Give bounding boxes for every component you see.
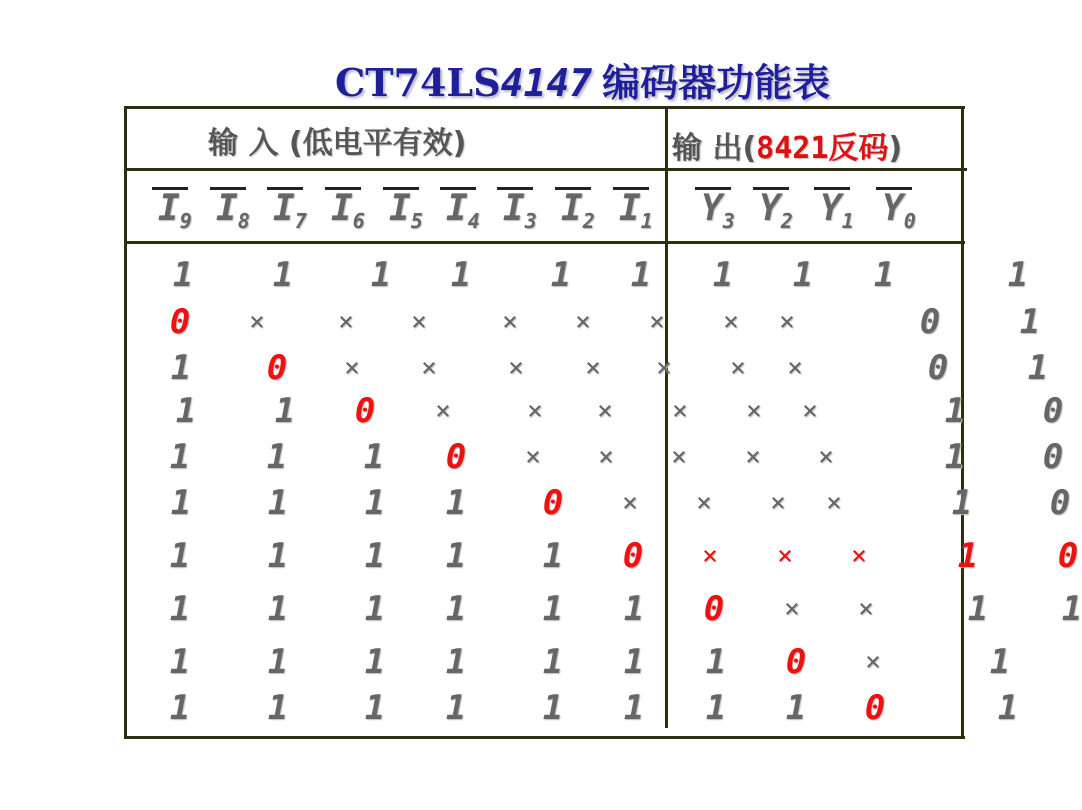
symbol-letter: I [331, 188, 353, 229]
input-cell: 1 [542, 642, 564, 682]
input-cell: 0 [703, 589, 725, 629]
input-cell: × [702, 541, 718, 571]
output-cell: 0 [1057, 536, 1079, 576]
symbol-subscript: 6 [352, 209, 365, 233]
input-symbol-I2 [561, 188, 595, 233]
symbol-subscript: 1 [640, 209, 653, 233]
input-cell: × [338, 307, 354, 337]
input-cell: × [730, 353, 746, 383]
input-cell: 1 [363, 437, 385, 477]
input-cell: × [421, 353, 437, 383]
output-cell: 0 [919, 302, 941, 342]
symbol-subscript: 1 [841, 209, 854, 233]
input-cell: × [435, 396, 451, 426]
input-cell: 1 [712, 255, 734, 295]
title-part-text: 编码器功能表 [602, 61, 831, 105]
input-cell: × [575, 307, 591, 337]
symbol-subscript: 0 [903, 209, 916, 233]
input-cell: 1 [445, 483, 467, 523]
input-cell: × [598, 442, 614, 472]
input-cell: × [508, 353, 524, 383]
input-cell: 1 [705, 642, 727, 682]
symbol-letter: I [158, 188, 180, 229]
input-cell: 1 [542, 589, 564, 629]
input-cell: 1 [267, 589, 289, 629]
input-symbol-I9 [158, 188, 192, 233]
symbol-letter: Y [820, 188, 842, 229]
input-cell: 1 [175, 391, 197, 431]
input-cell: 1 [623, 642, 645, 682]
input-header-label: 输 入 (低电平有效) [208, 126, 467, 161]
input-cell: × [672, 396, 688, 426]
input-cell: 1 [172, 255, 194, 295]
input-symbol-I8 [216, 188, 250, 233]
output-cell: 1 [957, 536, 979, 576]
input-cell: 1 [169, 437, 191, 477]
input-cell: × [787, 353, 803, 383]
symbol-letter: I [446, 188, 468, 229]
input-cell: 1 [792, 255, 814, 295]
symbol-subscript: 4 [467, 209, 480, 233]
input-cell: 0 [785, 642, 807, 682]
symbol-subscript: 2 [780, 209, 793, 233]
input-cell: 1 [266, 437, 288, 477]
input-cell: 1 [267, 483, 289, 523]
table-border-top [125, 106, 965, 109]
input-cell: 1 [364, 589, 386, 629]
input-cell: 1 [623, 589, 645, 629]
output-symbol-Y3 [701, 188, 735, 233]
symbol-subscript: 3 [722, 209, 735, 233]
input-cell: 1 [170, 483, 192, 523]
output-symbol-Y1 [820, 188, 854, 233]
output-cell: 1 [951, 483, 973, 523]
output-cell: 1 [944, 437, 966, 477]
input-cell: 1 [445, 589, 467, 629]
output-cell: 1 [1019, 302, 1041, 342]
output-symbol-Y0 [882, 188, 916, 233]
symbol-letter: I [216, 188, 238, 229]
symbol-subscript: 5 [410, 209, 423, 233]
input-cell: 1 [623, 688, 645, 728]
symbol-letter: Y [759, 188, 781, 229]
input-cell: 1 [169, 642, 191, 682]
input-cell: 1 [272, 255, 294, 295]
input-cell: 1 [873, 255, 895, 295]
input-cell: 1 [445, 536, 467, 576]
symbol-letter: I [619, 188, 641, 229]
input-symbol-I6 [331, 188, 365, 233]
output-symbol-Y2 [759, 188, 793, 233]
input-cell: 0 [622, 536, 644, 576]
output-cell: 0 [1049, 483, 1071, 523]
table-border-bottom [125, 736, 965, 739]
input-cell: 1 [450, 255, 472, 295]
input-cell: 1 [785, 688, 807, 728]
symbol-subscript: 8 [237, 209, 250, 233]
input-cell: × [779, 307, 795, 337]
symbol-subscript: 2 [582, 209, 595, 233]
input-cell: × [622, 488, 638, 518]
input-cell: × [865, 647, 881, 677]
input-cell: × [777, 541, 793, 571]
output-cell: 1 [1061, 589, 1082, 629]
input-symbol-I3 [503, 188, 537, 233]
output-header-prefix: 输 出( [672, 131, 757, 166]
input-cell: 1 [267, 688, 289, 728]
table-header-divider [125, 168, 967, 171]
input-cell: 1 [370, 255, 392, 295]
output-cell: 0 [927, 348, 949, 388]
table-border-left [124, 106, 127, 739]
input-cell: × [770, 488, 786, 518]
input-cell: × [745, 442, 761, 472]
input-symbol-I1 [619, 188, 653, 233]
output-cell: 1 [1027, 348, 1049, 388]
input-cell: 0 [542, 483, 564, 523]
input-cell: × [826, 488, 842, 518]
input-cell: 1 [169, 688, 191, 728]
output-cell: 1 [967, 589, 989, 629]
input-cell: 1 [267, 536, 289, 576]
input-cell: 0 [864, 688, 886, 728]
input-cell: 1 [445, 688, 467, 728]
input-cell: 0 [266, 348, 288, 388]
input-cell: 1 [267, 642, 289, 682]
table-center-divider [665, 106, 668, 728]
input-cell: 1 [364, 642, 386, 682]
input-symbol-I5 [389, 188, 423, 233]
input-cell: 1 [542, 688, 564, 728]
symbol-letter: I [273, 188, 295, 229]
output-header-label [672, 123, 902, 167]
input-cell: 1 [445, 642, 467, 682]
output-cell: 1 [997, 688, 1019, 728]
input-cell: × [746, 396, 762, 426]
output-cell: 1 [944, 391, 966, 431]
input-cell: × [411, 307, 427, 337]
input-cell: × [723, 307, 739, 337]
input-cell: 1 [170, 348, 192, 388]
symbol-letter: Y [882, 188, 904, 229]
input-cell: 1 [274, 391, 296, 431]
input-cell: × [597, 396, 613, 426]
input-cell: × [344, 353, 360, 383]
symbol-letter: I [561, 188, 583, 229]
symbol-subscript: 7 [294, 209, 307, 233]
input-cell: × [818, 442, 834, 472]
symbol-letter: I [503, 188, 525, 229]
output-cell: 0 [1042, 391, 1064, 431]
symbol-letter: I [389, 188, 411, 229]
input-cell: 1 [364, 483, 386, 523]
input-cell: × [851, 541, 867, 571]
input-cell: × [527, 396, 543, 426]
input-cell: × [656, 353, 672, 383]
output-cell: 0 [1042, 437, 1064, 477]
input-cell: 1 [364, 688, 386, 728]
output-header-close: ) [888, 131, 903, 166]
input-cell: 1 [169, 536, 191, 576]
input-cell: × [525, 442, 541, 472]
input-cell: 1 [705, 688, 727, 728]
output-cell: 1 [989, 642, 1011, 682]
input-cell: × [696, 488, 712, 518]
input-cell: × [802, 396, 818, 426]
input-symbol-I4 [446, 188, 480, 233]
input-cell: × [671, 442, 687, 472]
input-cell: × [858, 594, 874, 624]
output-header-suffix: 反码 [828, 131, 889, 166]
output-header-code: 8421 [756, 131, 829, 166]
symbol-subscript: 9 [179, 209, 192, 233]
title-part-chip: CT74LS [335, 60, 501, 105]
title-part-number: 4147 [500, 61, 593, 105]
input-cell: 0 [354, 391, 376, 431]
input-cell: 1 [550, 255, 572, 295]
input-cell: 1 [630, 255, 652, 295]
input-cell: 0 [169, 302, 191, 342]
input-cell: × [649, 307, 665, 337]
table-symbol-divider [125, 241, 965, 244]
input-cell: 0 [445, 437, 467, 477]
input-cell: 1 [542, 536, 564, 576]
symbol-letter: Y [701, 188, 723, 229]
input-cell: × [585, 353, 601, 383]
output-cell: 1 [1007, 255, 1029, 295]
input-cell: 1 [364, 536, 386, 576]
input-cell: × [784, 594, 800, 624]
slide-title [335, 52, 830, 107]
input-symbol-I7 [273, 188, 307, 233]
input-cell: 1 [169, 589, 191, 629]
input-cell: × [249, 307, 265, 337]
input-cell: × [502, 307, 518, 337]
symbol-subscript: 3 [524, 209, 537, 233]
